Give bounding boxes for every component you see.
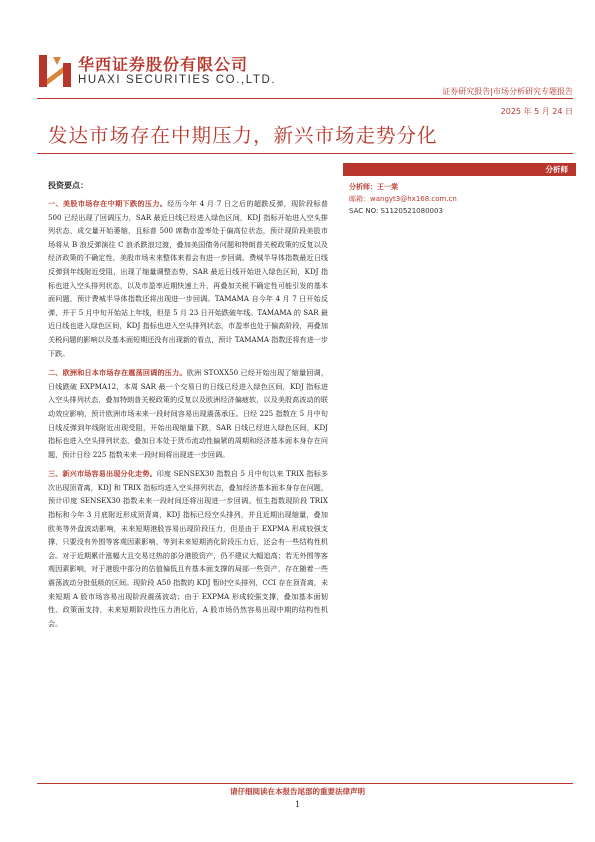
paragraph-body: 经历今年 4 月 7 日之后的超跌反弹，现阶段标普 500 已经出现了回调压力，SAR 最近日线已经进入绿色区间，KDJ 指标开始进入空头排列状态，成交量开始萎缩，且标普 500 席勒市盈率处于偏高位状态，预计现阶段美股市场将从 B 浪反弹演往 C 浪杀跌浪过渡，叠加美国债务问题和特朗普关税政策的反复以及经济政策的不确定性，美股市场未来整体来看会有进一步回调。费城半导体指数最近日线反弹到年线附近受阻，出现了缩量调整态势，SAR 最近日线开始进入绿色区间，KDJ 指标也进入空头排列状态，以及市盈率近期快速上升，再叠加关税不确定性可能引发的基本面问题，预计费城半导体指数还将出现进一步回调。TAMAMA 自今年 4 月 7 日开始反弹，并于 5 月中旬开始站上年线，但是 5 月 23 日开始跌破年线。TAMAMA 的 SAR 最近日线也进入绿色区间，KDJ 指标也进入空头排列状态，市盈率也处于偏高阶段，再叠加关税问题的影响以及基本面短期还没有出现新的看点，预计 TAMAMA 指数还将有进一步下跌。 — [48, 199, 329, 358]
report-date: 2025 年 5 月 24 日 — [500, 107, 573, 116]
paragraph-europe-japan — [48, 366, 328, 461]
paragraph-lead: 二、欧洲和日本市场存在震荡回调的压力。 — [48, 368, 187, 378]
footer-divider — [37, 783, 573, 784]
legal-disclaimer-note: 请仔细阅读在本报告尾部的重要法律声明 — [230, 787, 365, 796]
analyst-email[interactable]: 邮箱：wangyt3@hx168.com.cn — [349, 195, 457, 203]
paragraph-emerging-markets — [48, 467, 328, 630]
analyst-sac-number: SAC NO: S1120521080003 — [349, 207, 443, 215]
report-type-label: 证券研究报告|市场分析研究专题报告 — [442, 87, 573, 96]
paragraph-lead: 三、新兴市场容易出现分化走势。 — [48, 469, 157, 479]
header-divider — [37, 98, 573, 99]
title-divider — [37, 153, 573, 154]
paragraph-body: 印度 SENSEX30 指数自 5 月中旬以来 TRIX 指标多次出现顶背离，KDJ 和 TRIX 指标均进入空头排列状态，叠加经济基本面本身存在问题，预计印度 SENSEX30 指数未来一段时间还将出现进一步回调。恒生指数现阶段 TRIX 指标和今年 3 月底附近形成顶背离，KDJ 指标已经空头排列，并且近期出现缩量，叠加欧美等外盘波动影响，未来短期港股容易出现阶段压力，但是由于 EXPMA 形成较强支撑，只要没有外围等客观因素影响，等到未来短期消化阶段压力后，还会有一些结构性机会。对于近期累计涨幅大且交易过热的部分港股资产，仍不建议大幅追高；若无外围等客观因素影响，对于港股中部分的估值偏低且有基本面支撑的局部一些资产，存在随着一些震荡波动分批低吸的区间。现阶段 A50 指数的 KDJ 暂时空头排列，CCI 存在顶背离，未来短期 A 股市场容易出现阶段震荡波动；由于 EXPMA 形成较强支撑，叠加基本面韧性、政策面支持，未来短期阶段性压力消化后，A 股市场仍然容易出现中期的结构性机会。 — [48, 469, 329, 628]
section-heading: 投资要点： — [48, 180, 88, 190]
report-title: 发达市场存在中期压力，新兴市场走势分化 — [48, 124, 438, 147]
company-name-en: HUAXI SECURITIES CO.,LTD. — [78, 74, 277, 86]
paragraph-us-market — [48, 197, 328, 360]
analyst-name: 分析师：王一棠 — [349, 183, 398, 191]
company-name-cn: 华西证券股份有限公司 — [78, 55, 249, 74]
huaxi-logo-icon — [37, 53, 73, 89]
paragraph-body: 欧洲 STOXX50 已经开始出现了缩量回调，日线跌破 EXPMA12，本周 SAR 最一个交易日的日线已经进入绿色区间，KDJ 指标进入空头排列状态，叠加特朗普关税政策的反复以及欧洲经济偏疲软，以及美股高波动的联动效应影响，预计欧洲市场未来一段时间容易出现震荡承压。日经 225 指数在 5 月中旬日线反弹到年线附近出现受阻，开始出现缩量下跌，SAR 日线已经进入绿色区间，KDJ 指标也进入空头排列状态，叠加日本处于货币流动性偏紧的周期和经济基本面本身存在问题，预计日经 225 指数未来一段时间将出现进一步回调。 — [48, 368, 328, 459]
analyst-section-label: 分析师 — [343, 163, 576, 176]
analyst-box — [343, 163, 576, 217]
page-number: 1 — [294, 800, 301, 809]
investment-highlights — [48, 180, 328, 636]
paragraph-lead: 一、美股市场存在中期下跌的压力。 — [48, 199, 168, 208]
